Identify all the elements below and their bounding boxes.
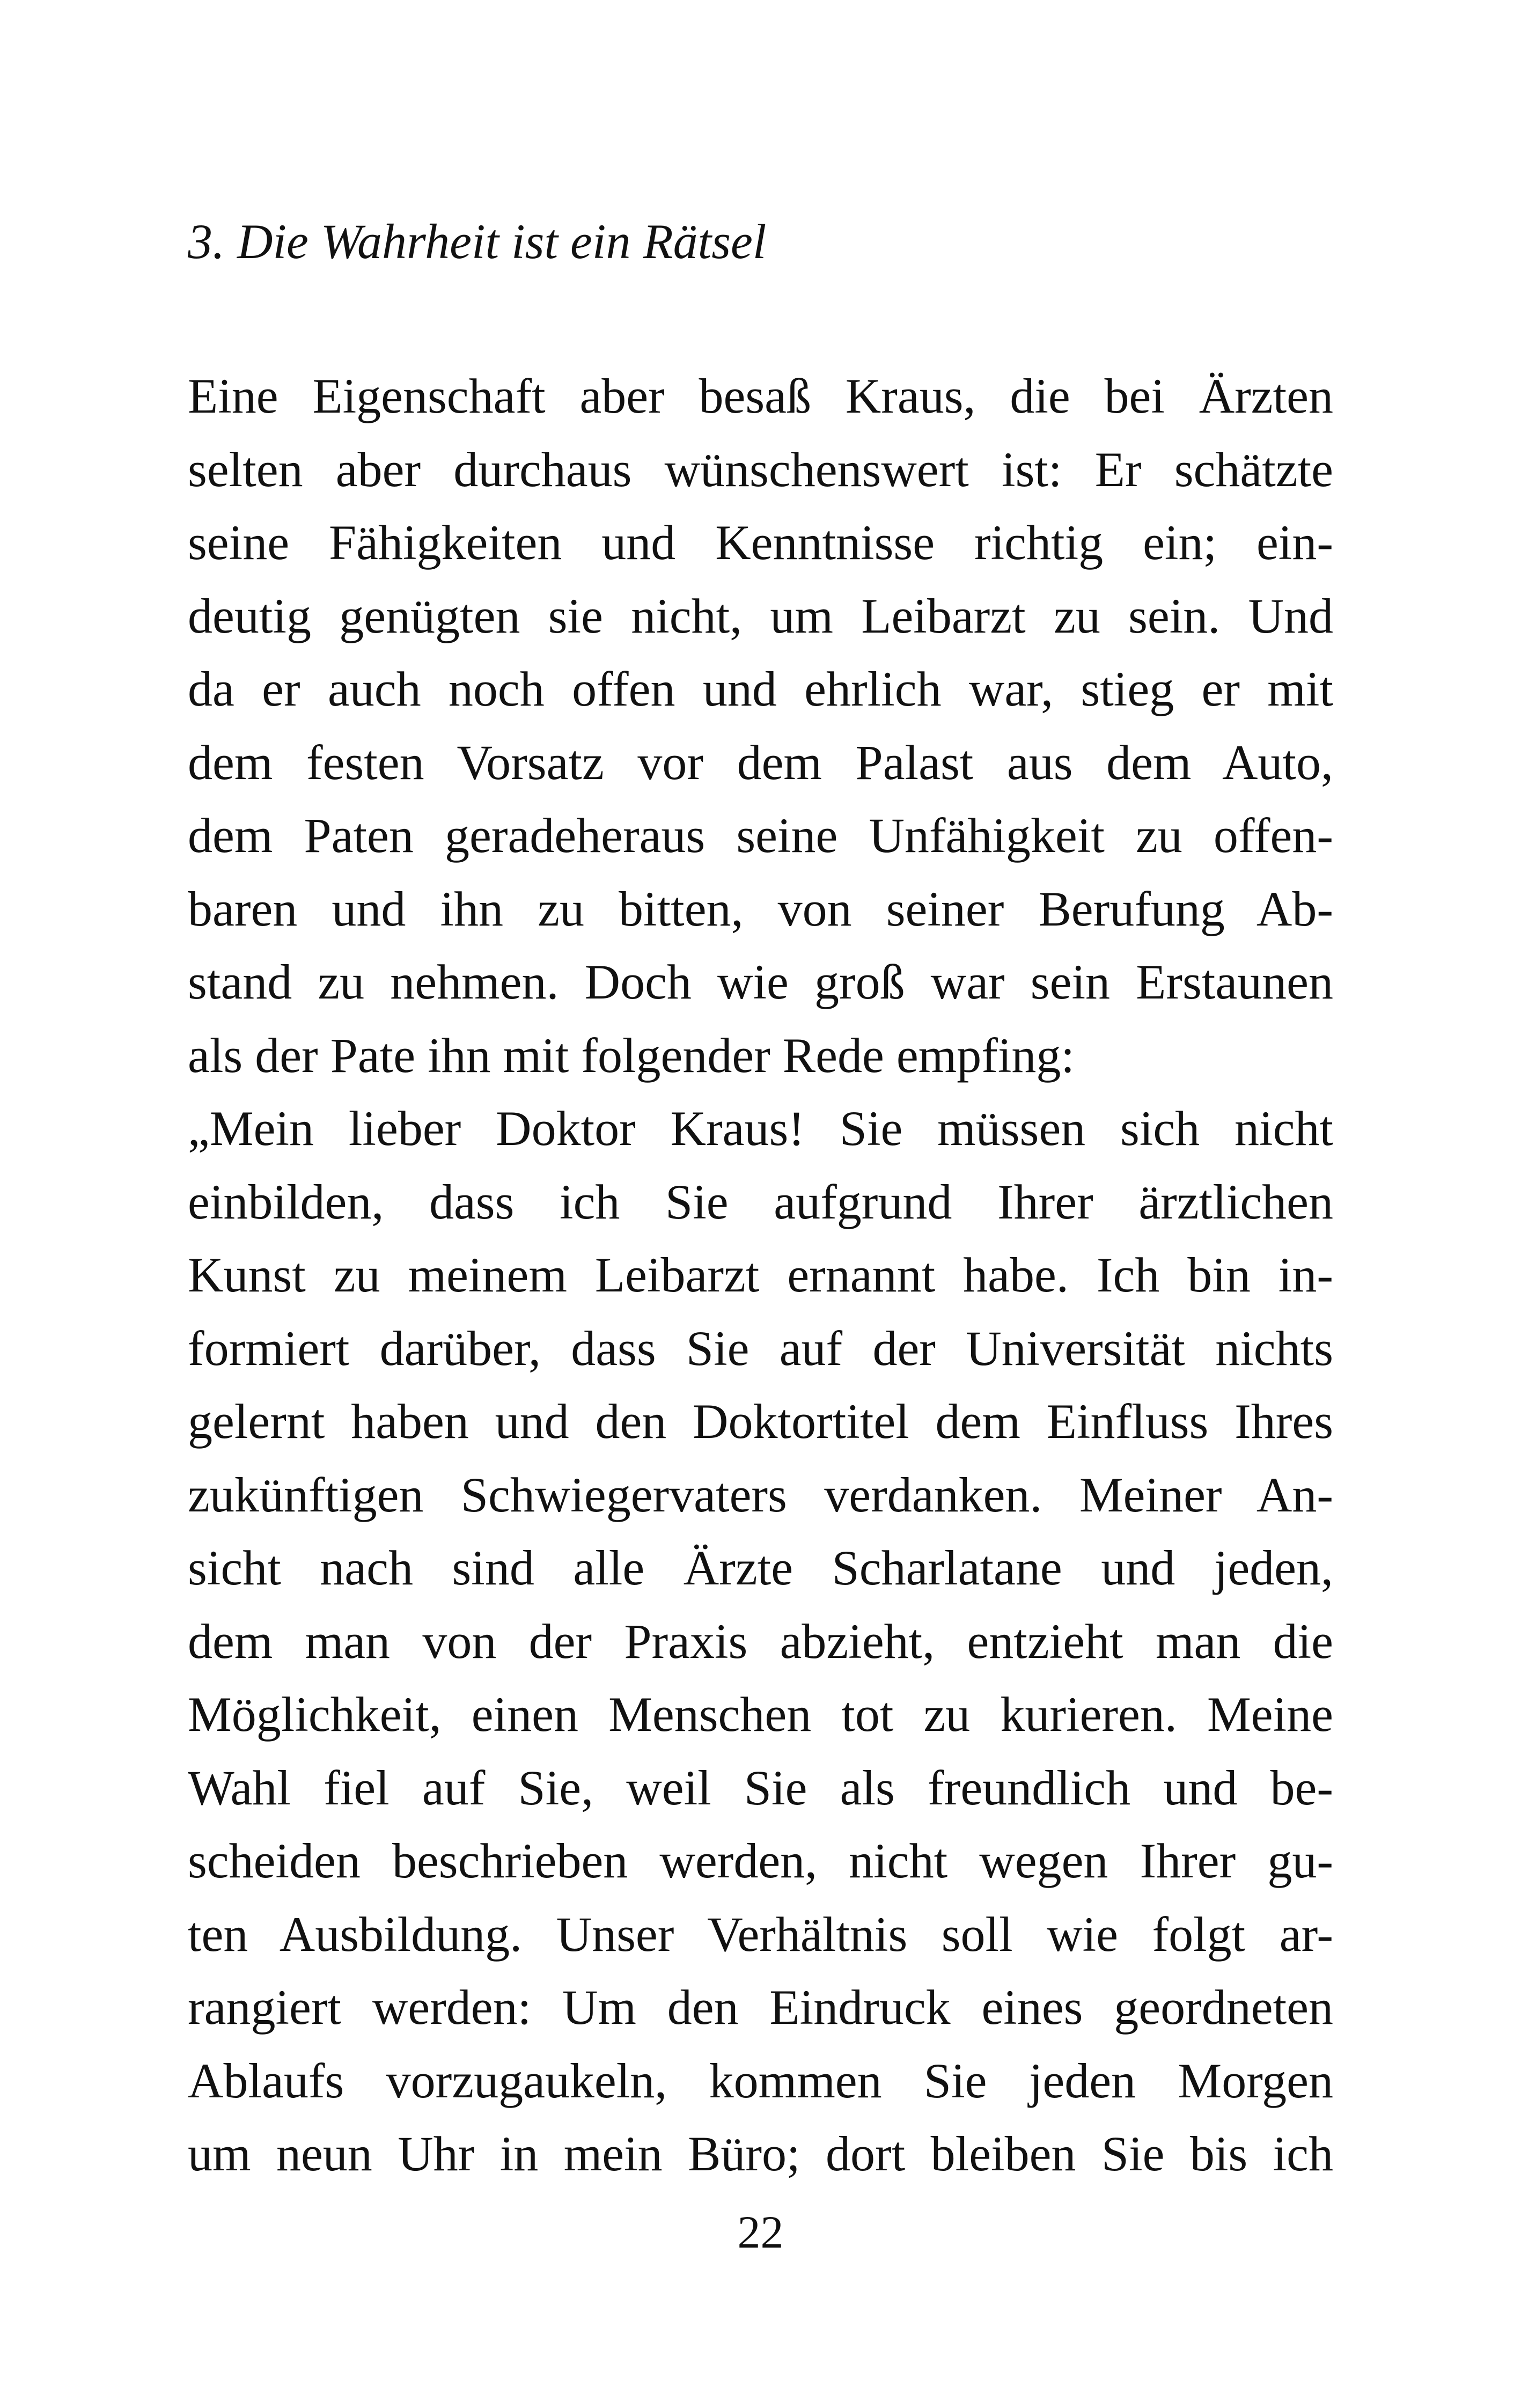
text-line: ten Ausbildung. Unser Verhältnis soll wie folgt ar- — [188, 1906, 1333, 1962]
text-line: Möglichkeit, einen Menschen tot zu kurieren. Meine — [188, 1687, 1333, 1742]
text-line: gelernt haben und den Doktortitel dem Einfluss Ihres — [188, 1394, 1333, 1449]
text-line: Ablaufs vorzugaukeln, kommen Sie jeden Morgen — [188, 2053, 1333, 2108]
body-text — [188, 359, 1333, 2191]
text-line: zukünftigen Schwiegervaters verdanken. Meiner An- — [188, 1467, 1333, 1522]
text-line: einbilden, dass ich Sie aufgrund Ihrer ärztlichen — [188, 1174, 1333, 1229]
text-line: dem man von der Praxis abzieht, entzieht man die — [188, 1613, 1333, 1669]
text-line: um neun Uhr in mein Büro; dort bleiben Sie bis ich — [188, 2126, 1333, 2181]
text-line: als der Pate ihn mit folgender Rede empfing: — [188, 1027, 1075, 1083]
text-line: scheiden beschrieben werden, nicht wegen Ihrer gu- — [188, 1833, 1333, 1888]
text-line: seine Fähigkeiten und Kenntnisse richtig ein; ein- — [188, 515, 1333, 570]
text-line: baren und ihn zu bitten, von seiner Berufung Ab- — [188, 881, 1333, 936]
text-line: „Mein lieber Doktor Kraus! Sie müssen sich nicht — [188, 1101, 1333, 1156]
text-line: formiert darüber, dass Sie auf der Universität nichts — [188, 1320, 1333, 1376]
text-line: deutig genügten sie nicht, um Leibarzt zu sein. Und — [188, 588, 1333, 643]
text-line: da er auch noch offen und ehrlich war, stieg er mit — [188, 662, 1333, 716]
text-line: Wahl fiel auf Sie, weil Sie als freundlich und be- — [188, 1760, 1333, 1815]
text-line: Kunst zu meinem Leibarzt ernannt habe. Ich bin in- — [188, 1247, 1333, 1302]
text-line: dem festen Vorsatz vor dem Palast aus dem Auto, — [188, 735, 1333, 790]
text-line: sicht nach sind alle Ärzte Scharlatane und jeden, — [188, 1540, 1333, 1595]
chapter-heading: 3. Die Wahrheit ist ein Rätsel — [188, 214, 767, 269]
text-line: stand zu nehmen. Doch wie groß war sein Erstaunen — [188, 955, 1333, 1009]
page-number: 22 — [737, 2206, 784, 2258]
text-line: selten aber durchaus wünschenswert ist: Er schätzte — [188, 442, 1333, 497]
text-line: rangiert werden: Um den Eindruck eines geordneten — [188, 1980, 1333, 2035]
text-line: dem Paten geradeheraus seine Unfähigkeit zu offen- — [188, 808, 1333, 863]
text-line: Eine Eigenschaft aber besaß Kraus, die bei Ärzten — [188, 369, 1333, 423]
